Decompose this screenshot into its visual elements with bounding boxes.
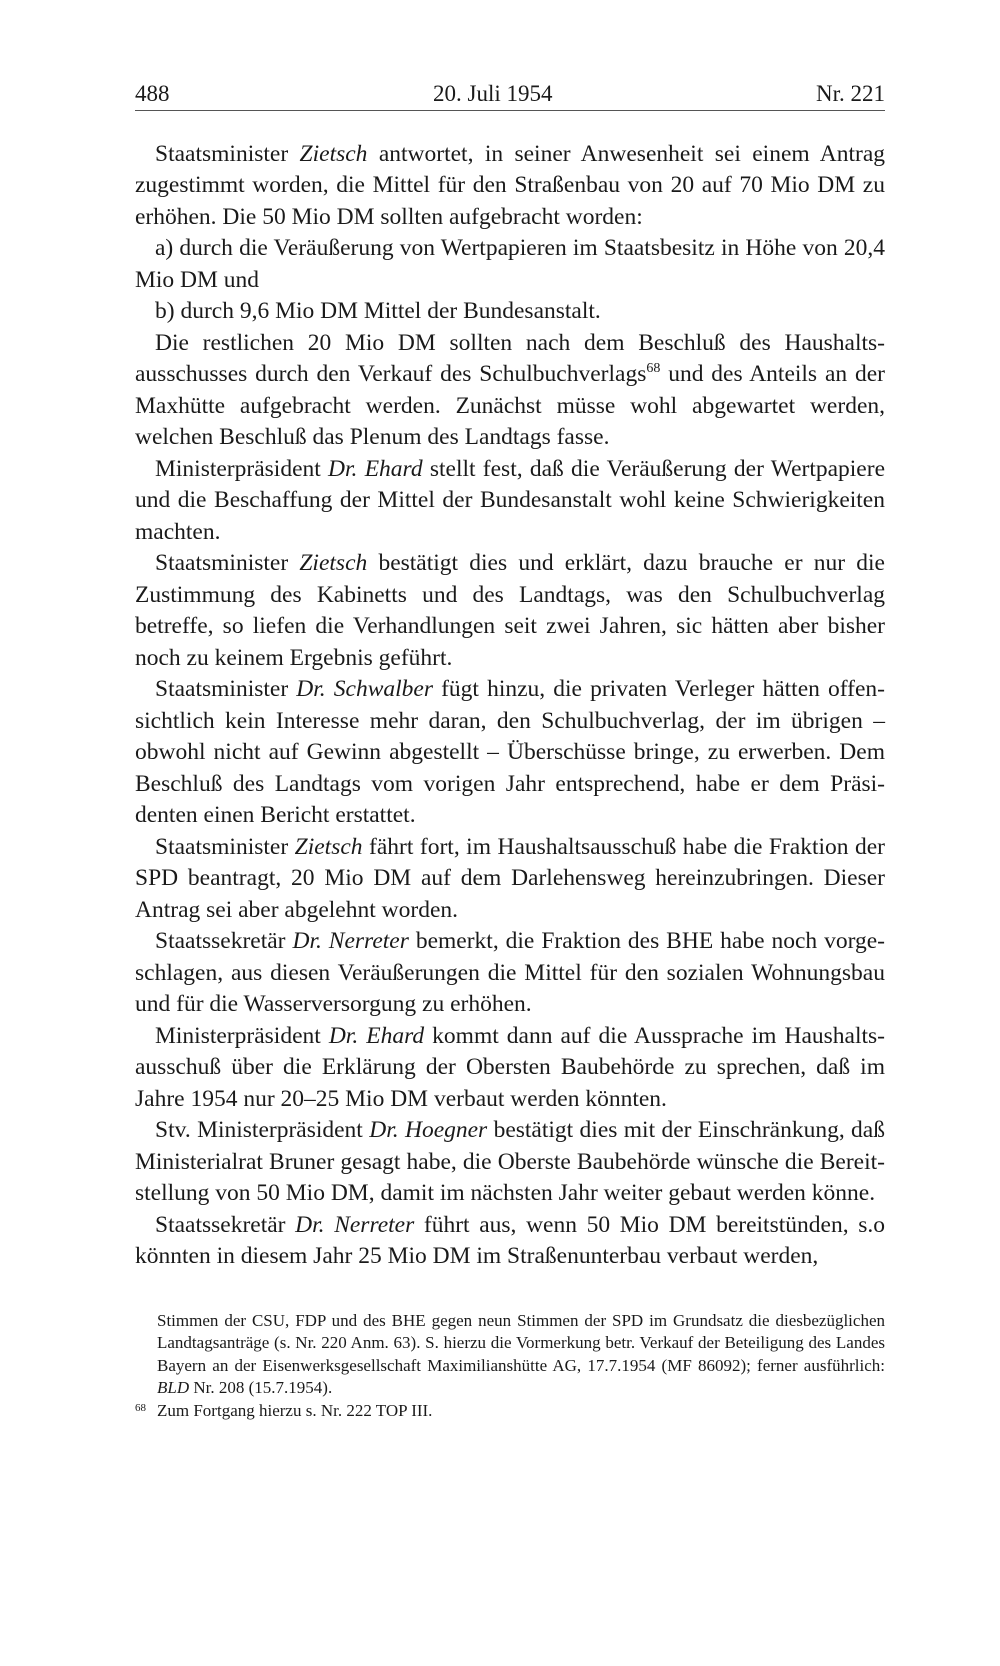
paragraph <box>135 1210 885 1273</box>
paragraph <box>135 832 885 927</box>
paragraph-text: bemerkt, die Fraktion des BHE habe noch vorge-schlagen, aus diesen Veräußerungen die Mittel für den sozialen Wohnungsbau und für die Wasserversorgung zu erhöhen. <box>135 928 885 1018</box>
paragraph-text: Die restlichen 20 Mio DM sollten nach dem Beschluß des Haushalts-ausschusses durch den Verkauf des Schulbuchverlags <box>135 329 885 388</box>
body-text <box>135 139 885 1273</box>
paragraph-text: führt aus, wenn 50 Mio DM bereitstünden, s.o könnten in diesem Jahr 25 Mio DM im Straßenunterbau verbaut werden, <box>135 1211 885 1270</box>
paragraph-text: fügt hinzu, die privaten Verleger hätten offen-sichtlich kein Interesse mehr daran, den Schulbuchverlag, der im übrigen – obwohl nicht auf Gewinn abgestellt – Überschüsse bringe, zu erwerben. Dem Beschluß des Landtags vom vorigen Jahr entsprechend, habe er dem Präsi-denten einen Bericht erstattet. <box>135 676 885 829</box>
speaker-title: Staatssekretär <box>155 1211 296 1238</box>
speaker-title: Staatsminister <box>155 676 297 703</box>
speaker-name: Dr. Hoegner <box>369 1117 488 1144</box>
paragraph <box>135 926 885 1021</box>
list-item-a: a) durch die Veräußerung von Wertpapieren im Staatsbesitz in Höhe von 20,4 Mio DM und <box>135 235 885 293</box>
running-head <box>135 80 885 111</box>
speaker-title: Staatsminister <box>155 140 300 167</box>
paragraph-text: bestätigt dies und erklärt, dazu brauche er nur die Zustimmung des Kabinetts und des Landtags, was den Schulbuchverlag betreffe, so liefen die Verhandlungen seit zwei Jahren, sic hätten aber bisher noch zu keinem Ergebnis geführt. <box>135 550 885 671</box>
paragraph-text: bestätigt dies mit der Einschränkung, daß Ministerialrat Bruner gesagt habe, die Oberste Baubehörde wünsche die Bereit-stellung von 50 Mio DM, damit im nächsten Jahr weiter gebaut werden könne. <box>135 1117 885 1207</box>
speaker-name: Dr. Nerreter <box>295 1211 415 1238</box>
document-number: Nr. 221 <box>815 81 885 106</box>
speaker-name: Zietsch <box>294 833 363 860</box>
footnote-text: Stimmen der CSU, FDP und des BHE gegen neun Stimmen der SPD im Grundsatz die diesbezüglichen Landtagsanträge (s. Nr. 220 Anm. 63). S. hierzu die Vormerkung betr. Verkauf der Beteiligung des Landes Bayern an der Eisenwerksgesellschaft Maximilianshütte AG, 17.7.1954 (MF 86092); ferner ausführlich: <box>157 1310 885 1375</box>
speaker-title: Stv. Ministerpräsident <box>155 1117 370 1144</box>
source-abbreviation: BLD <box>157 1378 190 1398</box>
paragraph-text: stellt fest, daß die Veräußerung der Wertpapiere und die Beschaffung der Mittel der Bundesanstalt wohl keine Schwierigkeiten machten. <box>135 455 885 545</box>
header-date: 20. Juli 1954 <box>433 81 553 106</box>
speaker-title: Staatsminister <box>155 550 300 577</box>
page <box>135 80 885 1422</box>
speaker-name: Dr. Schwalber <box>296 676 433 703</box>
footnote-number: 68 <box>135 1401 146 1414</box>
paragraph <box>135 1021 885 1116</box>
paragraph <box>135 548 885 674</box>
footnotes <box>135 1310 885 1423</box>
paragraph <box>135 1115 885 1210</box>
paragraph <box>135 674 885 832</box>
speaker-title: Ministerpräsident <box>155 455 329 482</box>
page-number: 488 <box>135 81 170 106</box>
footnote-text: Nr. 208 (15.7.1954). <box>189 1378 333 1398</box>
paragraph <box>135 139 885 234</box>
footnote-text: Zum Fortgang hierzu s. Nr. 222 TOP III. <box>157 1400 433 1420</box>
paragraph-text: antwortet, in seiner Anwesenheit sei einem Antrag zugestimmt worden, die Mittel für den Straßenbau von 20 auf 70 Mio DM zu erhöhen. Die 50 Mio DM sollten aufgebracht worden: <box>135 140 885 230</box>
speaker-title: Staatssekretär <box>155 928 293 955</box>
paragraph-text: fährt fort, im Haushaltsausschuß habe die Fraktion der SPD beantragt, 20 Mio DM auf dem Darlehensweg hereinzubringen. Dieser Antrag sei aber abgelehnt worden. <box>135 833 885 923</box>
paragraph-text: und des Anteils an der Maxhütte aufgebracht werden. Zunächst müsse wohl abgewartet werden, welchen Beschluß das Plenum des Landtags fasse. <box>135 361 885 451</box>
paragraph <box>135 454 885 549</box>
speaker-title: Staatsminister <box>155 833 295 860</box>
paragraph <box>135 328 885 454</box>
speaker-name: Dr. Nerreter <box>292 928 409 955</box>
footnote-reference[interactable]: 68 <box>646 361 661 377</box>
speaker-title: Ministerpräsident <box>155 1022 329 1049</box>
speaker-name: Dr. Ehard <box>328 1022 425 1049</box>
speaker-name: Dr. Ehard <box>328 455 423 482</box>
speaker-name: Zietsch <box>299 140 368 167</box>
footnote-68 <box>135 1400 885 1423</box>
paragraph-text: kommt dann auf die Aussprache im Haushalts-ausschuß über die Erklärung der Obersten Baubehörde zu sprechen, daß im Jahre 1954 nur 20–25 Mio DM verbaut werden könnten. <box>135 1022 885 1112</box>
speaker-name: Zietsch <box>299 550 368 577</box>
list-item-b: b) durch 9,6 Mio DM Mittel der Bundesanstalt. <box>155 298 601 325</box>
footnote-continuation <box>135 1310 885 1400</box>
